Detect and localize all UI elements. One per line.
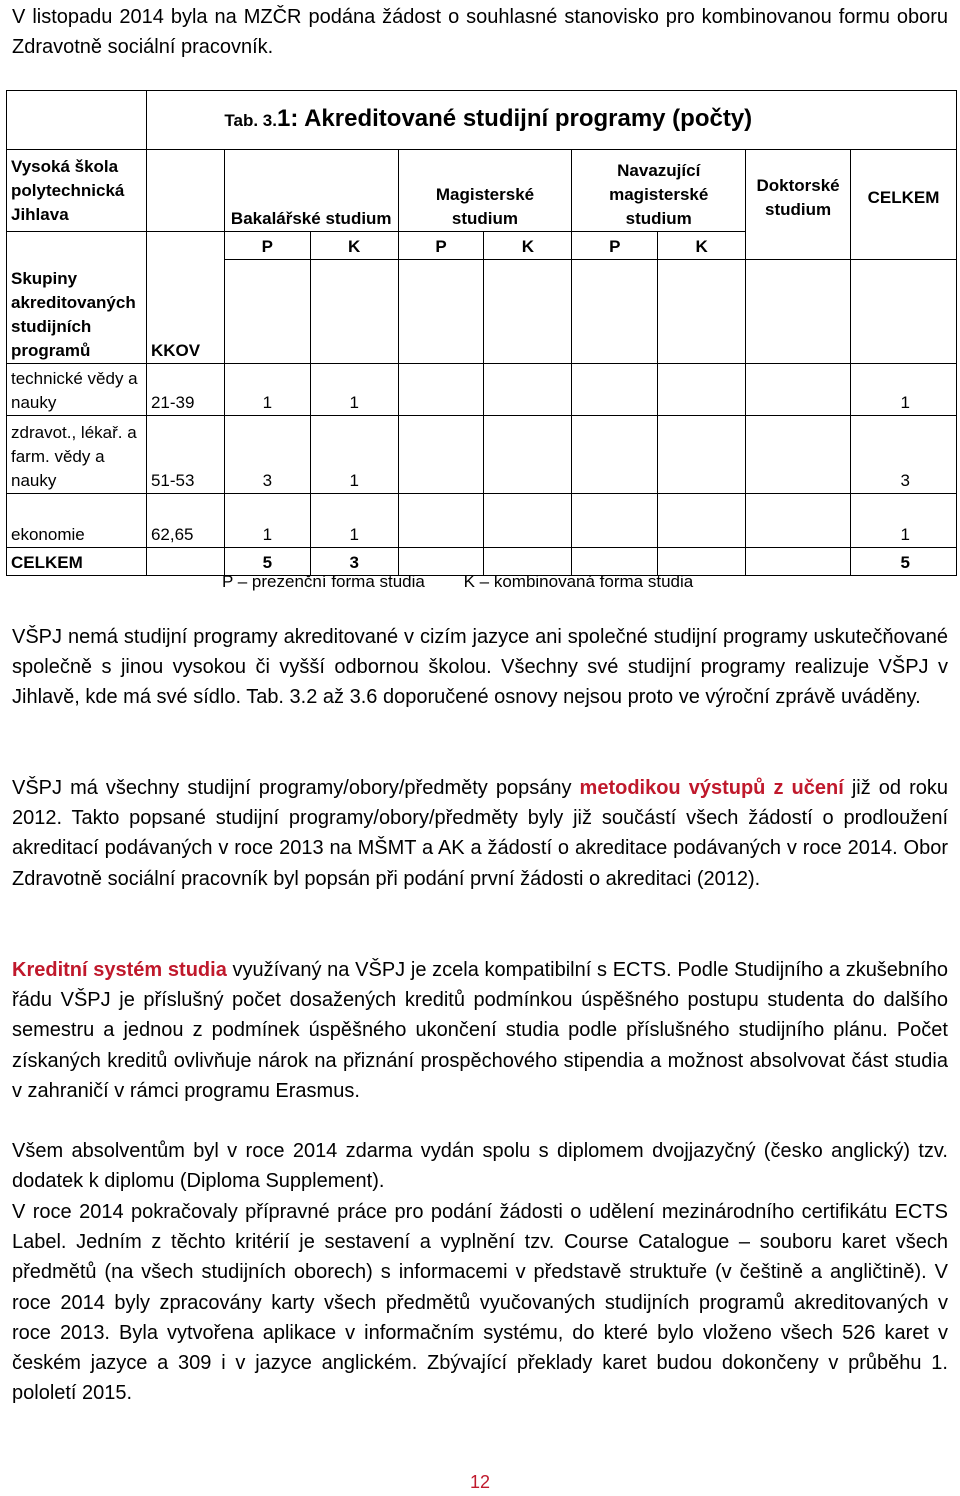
- table-legend: [222, 572, 727, 592]
- intro-paragraph: V listopadu 2014 byla na MZČR podána žádost o souhlasné stanovisko pro kombinovanou formu oboru Zdravotně sociální pracovník.: [12, 6, 948, 58]
- credit-system-link: Kreditní systém studia: [12, 959, 227, 981]
- row-total: 3: [851, 416, 957, 494]
- row-bachelor-p: 1: [224, 494, 310, 548]
- kkov-label: KKOV: [146, 260, 224, 364]
- learning-outcomes-link: metodikou výstupů z učení: [579, 777, 844, 799]
- legend-p: P – prezenční forma studia: [222, 572, 425, 591]
- col-master: Magisterské studium: [398, 150, 572, 232]
- table-row: [7, 494, 957, 548]
- row-name: zdravot., lékař. a farm. vědy a nauky: [7, 416, 147, 494]
- row-bachelor-k: 1: [310, 416, 398, 494]
- followup-k: K: [658, 232, 746, 260]
- row-total: 1: [851, 494, 957, 548]
- paragraph-ects-label: V roce 2014 pokračovaly přípravné práce pro podání žádosti o udělení mezinárodního certifikátu ECTS Label. Jedním z těchto kritérií je sestavení a vyplnění tzv. Course Catalogue – souboru karet všech předmětů (na všech studijních oborech) s informacemi v představě struktuře (v češtině a angličtině). V roce 2014 byly zpracovány karty všech předmětů vyučovaných studijních programů akreditovaných v roce 2013. Byla vytvořena aplikace v informačním systému, do které bylo vloženo všech 526 karet v českém jazyce a 309 i v jazyce anglickém. Zbývající překlady karet budou dokončeny v průběhu 1. pololetí 2015.: [12, 1201, 948, 1405]
- paragraph-credit-system: Kreditní systém studia využívaný na VŠPJ je zcela kompatibilní s ECTS. Podle Studijního a zkušebního řádu VŠPJ je příslušný počet dosažených kreditů podmínkou úspěšného postupu studenta do dalšího semestru a jednou z podmínek úspěšného ukončení studia podle příslušného studijního plánu. Počet získaných kreditů ovlivňuje nárok na přiznání prospěchového stipendia a možnost absolvovat část studia v zahraničí v rámci programu Erasmus.: [12, 959, 948, 1102]
- followup-p: P: [572, 232, 658, 260]
- row-bachelor-k: 1: [310, 364, 398, 416]
- row-kkov: 62,65: [146, 494, 224, 548]
- bachelor-p: P: [224, 232, 310, 260]
- groups-label: Skupiny akreditovaných studijních programů: [7, 260, 147, 364]
- legend-k: K – kombinovaná forma studia: [463, 572, 694, 591]
- page-number: 12: [469, 1472, 491, 1492]
- row-kkov: 51-53: [146, 416, 224, 494]
- master-p: P: [398, 232, 484, 260]
- col-doctoral: Doktorské studium: [746, 150, 851, 260]
- paragraph-diploma-supplement: Všem absolventům byl v roce 2014 zdarma vydán spolu s diplomem dvojjazyčný (česko anglický) tzv. dodatek k diplomu (Diploma Supplement).: [12, 1140, 948, 1193]
- table-caption-text: 1: Akreditované studijní programy (počty): [276, 105, 753, 132]
- table-row: [7, 416, 957, 494]
- total-bachelor-k: 3: [310, 548, 398, 576]
- school-name: Vysoká škola polytechnická Jihlava: [7, 150, 147, 232]
- row-bachelor-p: 3: [224, 416, 310, 494]
- bachelor-k: K: [310, 232, 398, 260]
- accredited-programs-table: [6, 90, 957, 576]
- total-row-total: 5: [851, 548, 957, 576]
- row-kkov: 21-39: [146, 364, 224, 416]
- row-name: ekonomie: [7, 494, 147, 548]
- col-followup-master: Navazující magisterské studium: [572, 150, 746, 232]
- table-caption-prefix: Tab. 3.: [224, 111, 277, 130]
- paragraph-learning-outcomes: VŠPJ má všechny studijní programy/obory/předměty popsány metodikou výstupů z učení již od roku 2012. Takto popsané studijní programy/obory/předměty byly již součástí všech žádostí o prodloužení akreditací podávaných v roce 2013 na MŠMT a AK a žádostí o akreditace podávaných v roce 2014. Obor Zdravotně sociální pracovník byl popsán při podání první žádosti o akreditaci (2012).: [12, 777, 948, 890]
- row-total: 1: [851, 364, 957, 416]
- row-name: technické vědy a nauky: [7, 364, 147, 416]
- total-bachelor-p: 5: [224, 548, 310, 576]
- col-bachelor: Bakalářské studium: [224, 150, 398, 232]
- table-caption: [224, 91, 956, 150]
- paragraph-foreign-programs: VŠPJ nemá studijní programy akreditované v cizím jazyce ani společné studijní programy uskutečňované společně s jinou vysokou či vyšší odbornou školou. Všechny své studijní programy realizuje VŠPJ v Jihlavě, kde má své sídlo. Tab. 3.2 až 3.6 doporučené osnovy nejsou proto ve výroční zprávě uváděny.: [12, 626, 948, 709]
- row-bachelor-p: 1: [224, 364, 310, 416]
- row-bachelor-k: 1: [310, 494, 398, 548]
- table-row: [7, 364, 957, 416]
- total-row-name: CELKEM: [7, 548, 147, 576]
- master-k: K: [484, 232, 572, 260]
- col-total: CELKEM: [851, 150, 957, 260]
